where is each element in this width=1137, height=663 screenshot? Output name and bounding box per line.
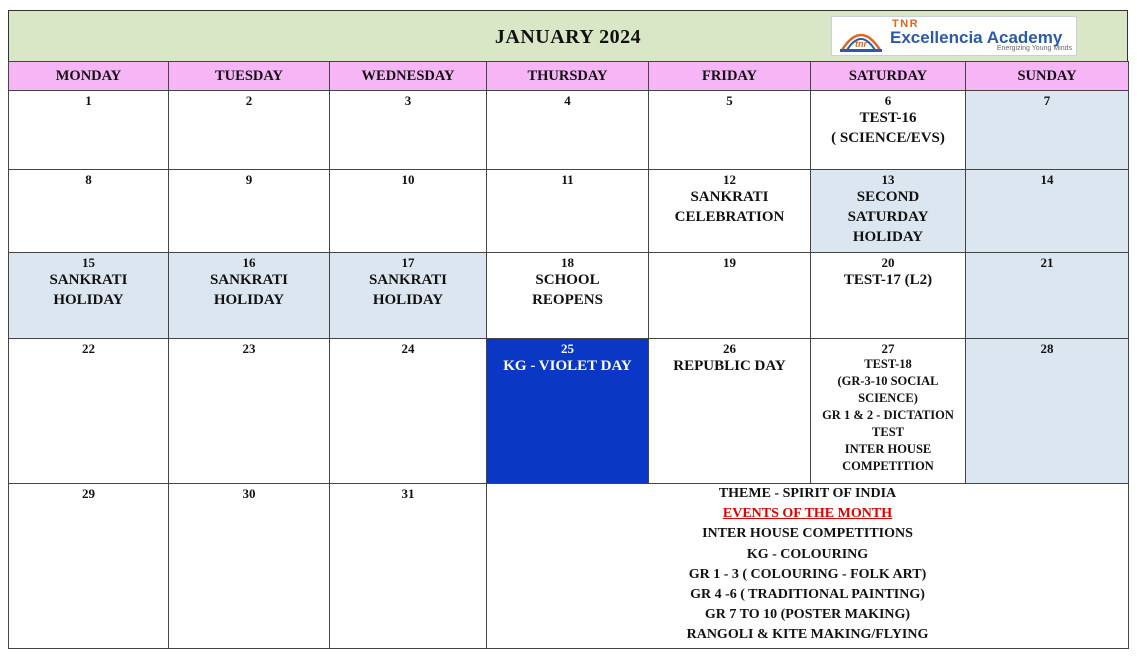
weekday-header: TUESDAY xyxy=(169,62,330,91)
day-number: 24 xyxy=(401,341,415,356)
day-event: SANKRATI xyxy=(690,189,769,205)
day-cell xyxy=(649,91,811,170)
day-number: 14 xyxy=(1040,172,1054,187)
day-cell xyxy=(330,170,487,253)
day-cell xyxy=(487,170,649,253)
day-cell-sunday xyxy=(966,253,1129,339)
event-item: GR 7 TO 10 (POSTER MAKING) xyxy=(704,607,911,623)
day-number: 17 xyxy=(401,255,415,270)
day-number: 21 xyxy=(1040,255,1054,270)
weekday-header: THURSDAY xyxy=(487,62,649,91)
day-cell xyxy=(9,170,169,253)
day-event: GR 1 & 2 - DICTATION xyxy=(822,408,954,422)
day-cell xyxy=(330,339,487,484)
svg-text:tnr: tnr xyxy=(855,39,867,49)
day-cell xyxy=(649,339,811,484)
day-number: 26 xyxy=(723,341,736,356)
day-number: 30 xyxy=(242,486,256,501)
day-number: 7 xyxy=(1043,93,1051,108)
day-event: INTER HOUSE xyxy=(844,442,932,456)
day-number: 1 xyxy=(85,93,92,108)
day-event: ( SCIENCE/EVS) xyxy=(831,130,945,146)
day-number: 31 xyxy=(401,486,415,501)
events-heading: EVENTS OF THE MONTH xyxy=(722,506,893,522)
day-cell-sunday xyxy=(966,339,1129,484)
day-number: 22 xyxy=(82,341,95,356)
day-event: SECOND xyxy=(856,189,920,205)
day-cell xyxy=(330,91,487,170)
weekday-header: SUNDAY xyxy=(966,62,1129,91)
title-bar xyxy=(8,10,1128,62)
day-number: 15 xyxy=(82,255,95,270)
day-cell xyxy=(649,253,811,339)
day-cell xyxy=(9,484,169,649)
day-event: TEST-16 xyxy=(859,110,917,126)
day-cell-sunday xyxy=(966,91,1129,170)
day-cell xyxy=(487,91,649,170)
day-number: 23 xyxy=(242,341,256,356)
day-number: 4 xyxy=(564,93,571,108)
calendar-grid xyxy=(8,61,1129,649)
day-number: 19 xyxy=(723,255,736,270)
day-number: 29 xyxy=(82,486,95,501)
weekday-header: MONDAY xyxy=(9,62,169,91)
day-event: KG - VIOLET DAY xyxy=(503,358,632,374)
day-event: TEST-18 xyxy=(864,357,912,371)
logo-name: Excellencia Academy xyxy=(890,28,1063,47)
day-number: 8 xyxy=(85,172,92,187)
weekday-header-row xyxy=(9,62,1129,91)
day-event: TEST xyxy=(872,425,904,439)
day-event: HOLIDAY xyxy=(53,292,124,308)
month-title: JANUARY 2024 xyxy=(494,26,642,48)
day-event: REPUBLIC DAY xyxy=(673,358,786,374)
day-number: 16 xyxy=(242,255,256,270)
day-event: SANKRATI xyxy=(49,272,128,288)
day-number: 28 xyxy=(1040,341,1054,356)
weekday-header: SATURDAY xyxy=(811,62,966,91)
event-item: KG - COLOURING xyxy=(746,546,869,562)
day-event: SANKRATI xyxy=(368,272,448,288)
event-item: RANGOLI & KITE MAKING/FLYING xyxy=(686,627,929,643)
day-cell-holiday xyxy=(169,253,330,339)
day-event: SCIENCE) xyxy=(858,391,918,405)
day-event: SCHOOL xyxy=(535,272,600,288)
day-cell xyxy=(9,91,169,170)
day-number: 27 xyxy=(881,341,895,356)
weekday-header: FRIDAY xyxy=(649,62,811,91)
week-row xyxy=(9,170,1129,253)
day-number: 12 xyxy=(723,172,736,187)
week-row xyxy=(9,484,1129,649)
day-number: 13 xyxy=(881,172,895,187)
day-cell xyxy=(169,91,330,170)
day-event: SATURDAY xyxy=(847,209,929,225)
day-cell-holiday xyxy=(9,253,169,339)
day-number: 10 xyxy=(401,172,415,187)
day-cell xyxy=(811,91,966,170)
logo-tagline: Energizing Young Minds xyxy=(996,45,1072,52)
day-event: TEST-17 (L2) xyxy=(843,272,933,288)
day-number: 2 xyxy=(245,93,253,108)
day-cell xyxy=(330,484,487,649)
day-cell xyxy=(169,170,330,253)
day-event: HOLIDAY xyxy=(852,229,924,245)
week-row xyxy=(9,339,1129,484)
academy-logo xyxy=(831,16,1077,56)
academy-emblem-icon xyxy=(838,24,884,54)
events-of-month-panel xyxy=(487,484,1129,649)
day-number: 20 xyxy=(881,255,895,270)
day-cell xyxy=(811,339,966,484)
day-cell xyxy=(9,339,169,484)
month-theme: THEME - SPIRIT OF INDIA xyxy=(718,486,897,501)
day-cell xyxy=(169,484,330,649)
day-cell xyxy=(487,253,649,339)
event-item: INTER HOUSE COMPETITIONS xyxy=(702,526,913,542)
day-event: HOLIDAY xyxy=(213,292,285,308)
day-number: 5 xyxy=(726,93,733,108)
day-event: (GR-3-10 SOCIAL xyxy=(837,374,939,388)
day-cell-violet-day xyxy=(487,339,649,484)
day-number: 25 xyxy=(561,341,574,356)
day-event: REOPENS xyxy=(532,292,603,308)
day-number: 9 xyxy=(245,172,253,187)
day-number: 18 xyxy=(561,255,574,270)
day-cell xyxy=(811,253,966,339)
day-event: SANKRATI xyxy=(209,272,289,288)
day-cell xyxy=(169,339,330,484)
day-event: COMPETITION xyxy=(842,459,934,473)
day-event: CELEBRATION xyxy=(674,209,785,225)
day-cell-sunday xyxy=(966,170,1129,253)
logo-tnr: TNR xyxy=(892,18,920,30)
weekday-header: WEDNESDAY xyxy=(330,62,487,91)
day-number: 11 xyxy=(561,172,574,187)
day-event: HOLIDAY xyxy=(372,292,444,308)
day-cell-holiday xyxy=(811,170,966,253)
week-row xyxy=(9,91,1129,170)
day-number: 3 xyxy=(404,93,412,108)
event-item: GR 1 - 3 ( COLOURING - FOLK ART) xyxy=(688,566,927,582)
day-number: 6 xyxy=(884,93,892,108)
calendar-frame xyxy=(8,10,1130,655)
week-row xyxy=(9,253,1129,339)
event-item: GR 4 -6 ( TRADITIONAL PAINTING) xyxy=(690,587,925,603)
day-cell-holiday xyxy=(330,253,487,339)
day-cell xyxy=(649,170,811,253)
